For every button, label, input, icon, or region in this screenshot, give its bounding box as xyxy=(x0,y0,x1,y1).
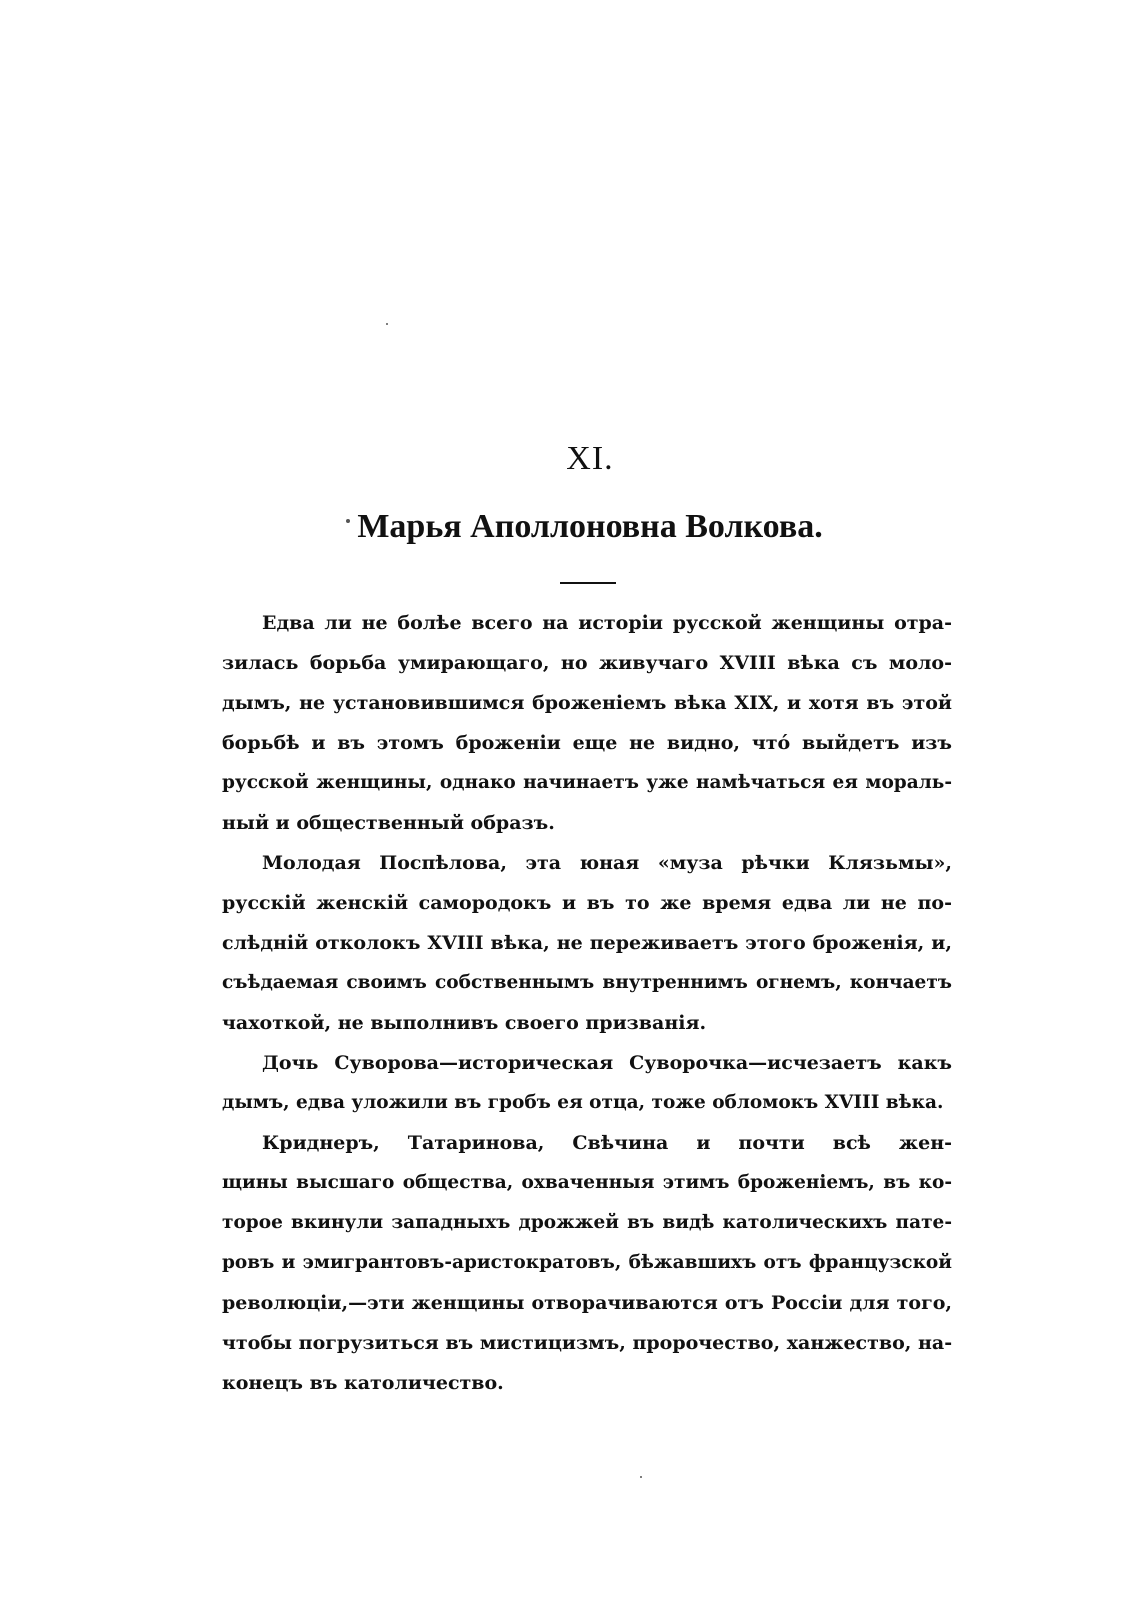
text-line: дымъ, не установившимся броженіемъ вѣка XIX, и хотя въ этой xyxy=(222,692,952,714)
text-line: борьбѣ и въ этомъ броженіи еще не видно, что́ выйдетъ изъ xyxy=(222,732,952,754)
text-line: конецъ въ католичество. xyxy=(222,1372,504,1394)
text-line: Едва ли не болѣе всего на исторіи русской женщины отра- xyxy=(262,612,952,634)
text-line: Молодая Поспѣлова, эта юная «муза рѣчки Клязьмы», xyxy=(262,852,952,874)
text-line: революціи,—эти женщины отворачиваются отъ Россіи для того, xyxy=(222,1292,952,1314)
print-speck xyxy=(386,323,388,325)
chapter-title: Марья Аполлоновна Волкова. xyxy=(357,508,823,545)
text-line: слѣдній отколокъ XVIII вѣка, не переживаетъ этого броженія, и, xyxy=(222,932,952,954)
text-line: Дочь Суворова—историческая Суворочка—исчезаетъ какъ xyxy=(262,1052,952,1074)
print-speck xyxy=(640,1476,642,1478)
text-line: русской женщины, однако начинаетъ уже намѣчаться ея мораль- xyxy=(222,772,952,793)
paragraph-3 xyxy=(222,1043,952,1123)
title-rule-divider xyxy=(560,582,616,584)
paragraph-2 xyxy=(222,843,952,1043)
text-line: чтобы погрузиться въ мистицизмъ, пророчество, ханжество, на- xyxy=(222,1332,952,1354)
text-line: щины высшаго общества, охваченныя этимъ броженіемъ, въ ко- xyxy=(222,1172,952,1193)
text-line: ный и общественный образъ. xyxy=(222,812,555,834)
text-line: зилась борьба умирающаго, но живучаго XVIII вѣка съ моло- xyxy=(222,652,952,674)
body-text xyxy=(222,603,952,1403)
text-line: русскій женскій самородокъ и въ то же время едва ли не по- xyxy=(222,892,952,914)
text-line: чахоткой, не выполнивъ своего призванія. xyxy=(222,1012,707,1034)
paragraph-4 xyxy=(222,1123,952,1403)
chapter-number: XI. xyxy=(566,440,614,477)
text-line: Криднеръ, Татаринова, Свѣчина и почти всѣ жен- xyxy=(262,1132,952,1154)
text-line: дымъ, едва уложили въ гробъ ея отца, тоже обломокъ XVIII вѣка. xyxy=(222,1092,944,1113)
text-line: ровъ и эмигрантовъ-аристократовъ, бѣжавшихъ отъ французской xyxy=(222,1252,952,1273)
text-line: съѣдаемая своимъ собственнымъ внутреннимъ огнемъ, кончаетъ xyxy=(222,972,952,993)
text-line: торое вкинули западныхъ дрожжей въ видѣ католическихъ пате- xyxy=(222,1212,952,1233)
paragraph-1 xyxy=(222,603,952,843)
